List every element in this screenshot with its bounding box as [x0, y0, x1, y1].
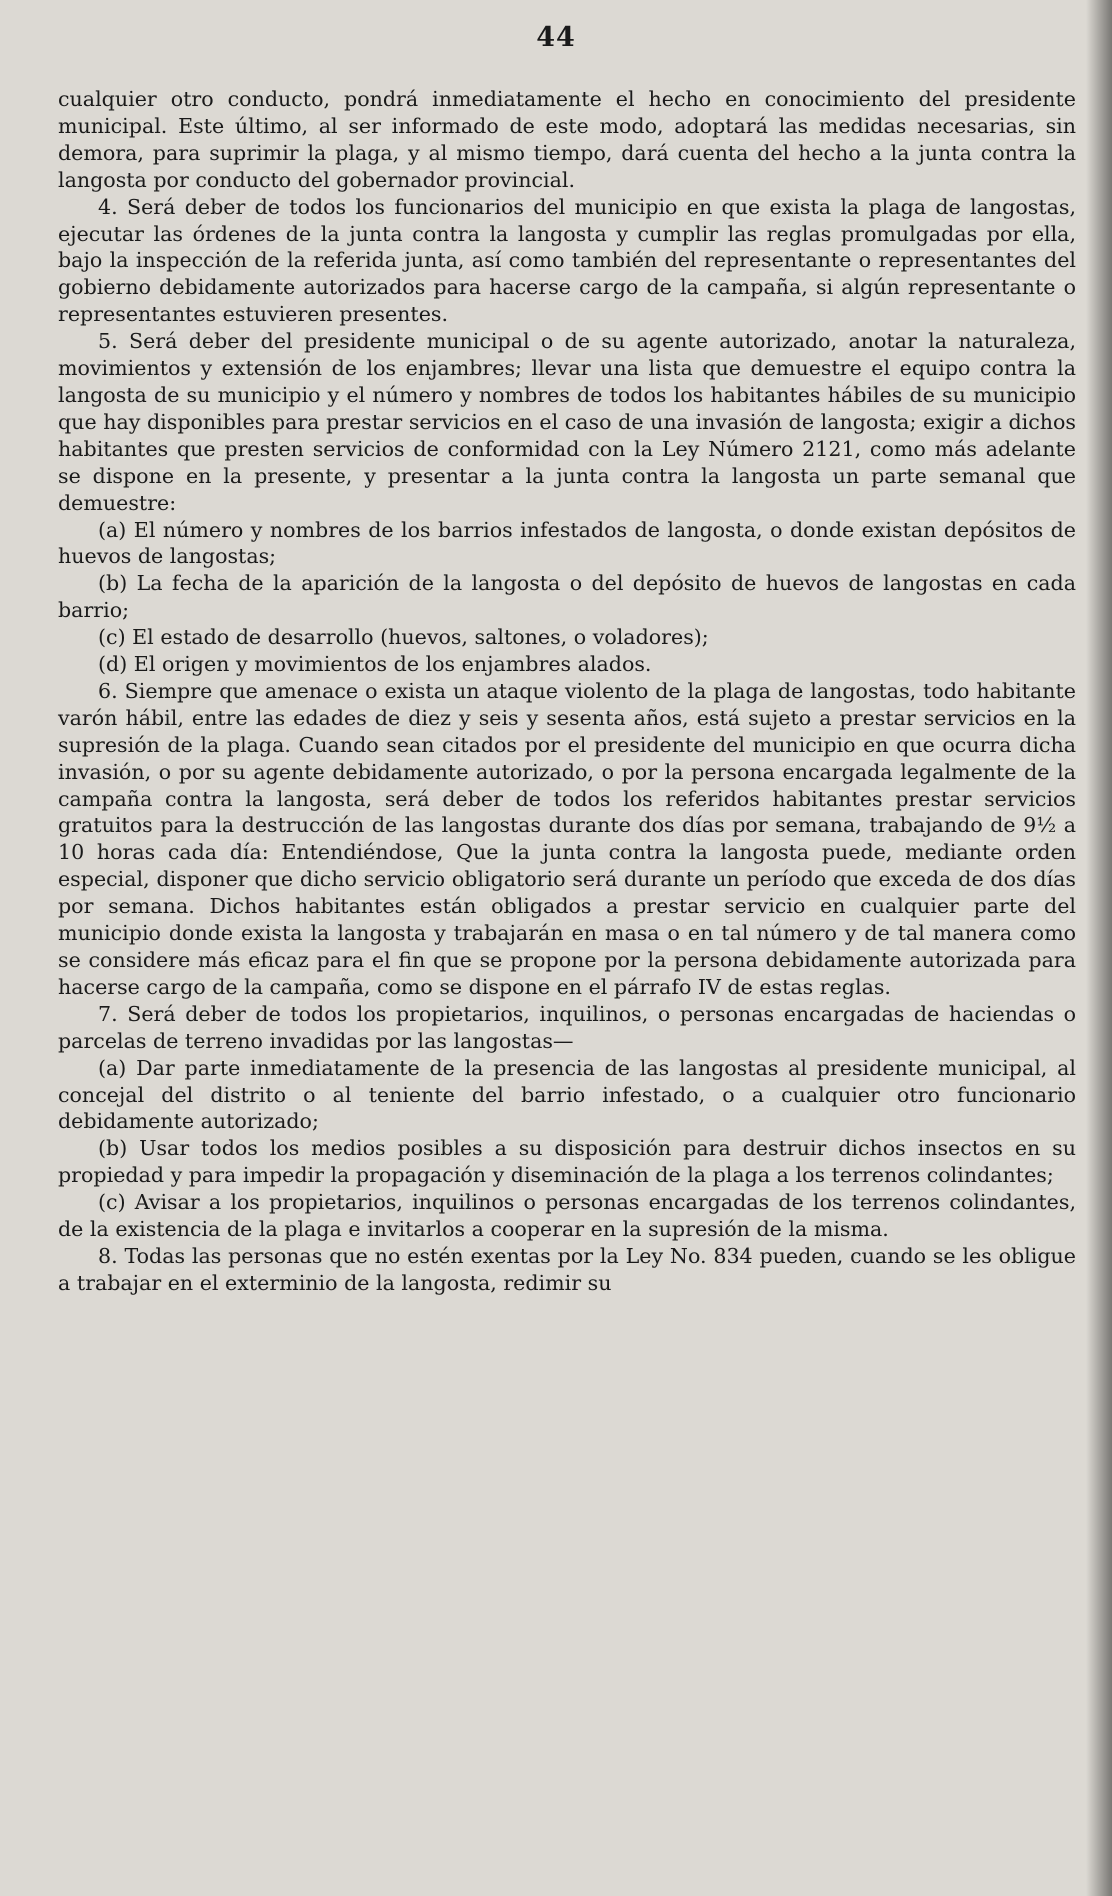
body-text	[58, 86, 1076, 1297]
list-item-c: (c) Avisar a los propietarios, inquilinos o personas encargadas de los terrenos colindantes, de la existencia de la plaga e invitarlos a cooperar en la supresión de la misma.	[58, 1190, 1076, 1242]
list-item-b: (b) La fecha de la aparición de la langosta o del depósito de huevos de langostas en cada barrio;	[58, 571, 1076, 623]
page-edge-shadow	[1086, 0, 1112, 1896]
list-item-c: (c) El estado de desarrollo (huevos, saltones, o voladores);	[98, 625, 709, 650]
paragraph-rule-5: 5. Será deber del presidente municipal o de su agente autorizado, anotar la naturaleza, movimientos y extensión de los enjambres; llevar una lista que demuestre el equipo contra la langosta de su municipio y el número y nombres de todos los habitantes hábiles de su municipio que hay disponibles para prestar servicios en el caso de una invasión de langosta; exigir a dichos habitantes que presten servicios de conformidad con la Ley Número 2121, como más adelante se dispone en la presente, y presentar a la junta contra la langosta un parte semanal que demuestre:	[58, 329, 1076, 515]
list-item-a: (a) El número y nombres de los barrios infestados de langosta, o donde existan depósitos de huevos de langostas;	[58, 517, 1076, 569]
list-item-a: (a) Dar parte inmediatamente de la presencia de las langostas al presidente municipal, al concejal del distrito o al teniente del barrio infestado, o a cualquier otro funcionario debidamente autorizado;	[58, 1055, 1076, 1134]
paragraph-rule-4: 4. Será deber de todos los funcionarios del municipio en que exista la plaga de langostas, ejecutar las órdenes de la junta contra la langosta y cumplir las reglas promulgadas por ella, bajo la inspección de la referida junta, así como también del representante o representantes del gobierno debidamente autorizados para hacerse cargo de la campaña, si algún representante o representantes estuvieren presentes.	[58, 194, 1076, 327]
paragraph-rule-8: 8. Todas las personas que no estén exentas por la Ley No. 834 pueden, cuando se les obligue a trabajar en el exterminio de la langosta, redimir su	[58, 1243, 1076, 1295]
list-item-b: (b) Usar todos los medios posibles a su disposición para destruir dichos insectos en su propiedad y para impedir la propagación y diseminación de la plaga a los terrenos colindantes;	[58, 1136, 1076, 1188]
paragraph: cualquier otro conducto, pondrá inmediatamente el hecho en conocimiento del presidente municipal. Este último, al ser informado de este modo, adoptará las medidas necesarias, sin demora, para suprimir la plaga, y al mismo tiempo, dará cuenta del hecho a la junta contra la langosta por conducto del gobernador provincial.	[58, 87, 1076, 192]
list-item-d: (d) El origen y movimientos de los enjambres alados.	[98, 652, 652, 677]
paragraph-rule-6: 6. Siempre que amenace o exista un ataque violento de la plaga de langostas, todo habitante varón hábil, entre las edades de diez y seis y sesenta años, está sujeto a prestar servicios en la supresión de la plaga. Cuando sean citados por el presidente del municipio en que ocurra dicha invasión, o por su agente debidamente autorizado, o por la persona encargada legalmente de la campaña contra la langosta, será deber de todos los referidos habitantes prestar servicios gratuitos para la destrucción de las langostas durante dos días por semana, trabajando de 9½ a 10 horas cada día: Entendiéndose, Que la junta contra la langosta puede, mediante orden especial, disponer que dicho servicio obligatorio será durante un período que exceda de dos días por semana. Dichos habitantes están obligados a prestar servicio en cualquier parte del municipio donde exista la langosta y trabajarán en masa o en tal número y de tal manera como se considere más eficaz para el fin que se propone por la persona debidamente autorizada para hacerse cargo de la campaña, como se dispone en el párrafo IV de estas reglas.	[58, 678, 1076, 999]
page-number: 44	[536, 22, 576, 53]
paragraph-rule-7: 7. Será deber de todos los propietarios, inquilinos, o personas encargadas de haciendas o parcelas de terreno invadidas por las langostas—	[58, 1001, 1076, 1053]
